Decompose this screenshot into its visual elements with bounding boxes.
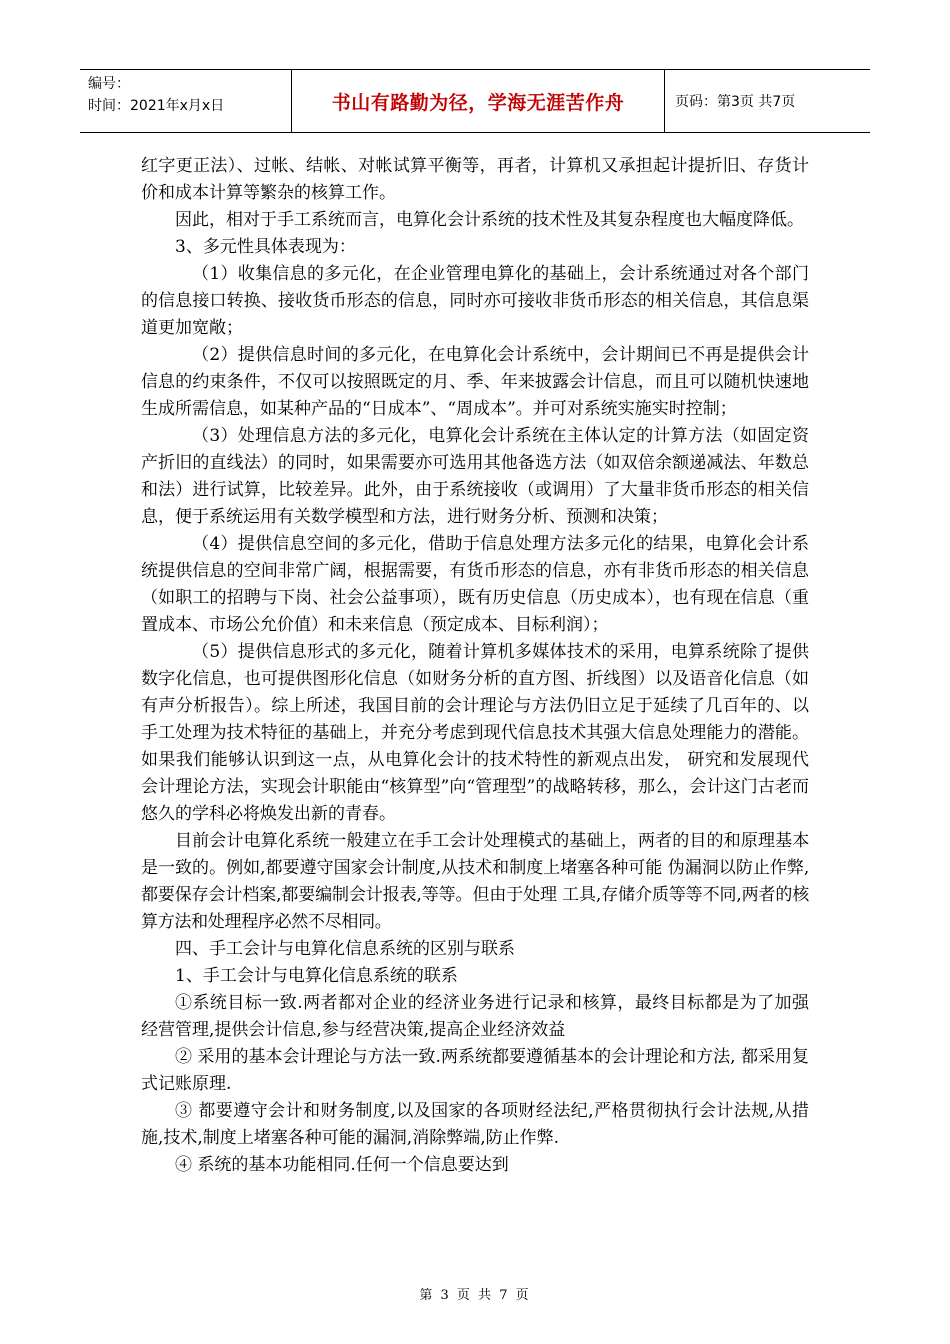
paragraph: （1）收集信息的多元化，在企业管理电算化的基础上，会计系统通过对各个部门的信息接口转换、接收货币形态的信息，同时亦可接收非货币形态的相关信息，其信息渠道更加宽敞；	[141, 264, 809, 338]
paragraph: ①系统目标一致.两者都对企业的经济业务进行记录和核算，最终目标都是为了加强经营管理,提供会计信息,参与经营决策,提高企业经济效益	[141, 993, 809, 1040]
paragraph: （5）提供信息形式的多元化，随着计算机多媒体技术的采用，电算系统除了提供数字化信息，也可提供图形化信息（如财务分析的直方图、折线图）以及语音化信息（如有声分析报告）。综上所述，我国目前的会计理论与方法仍旧立足于延续了几百年的、以手工处理为技术特征的基础上，并充分考虑到现代信息技术其强大信息处理能力的潜能。如果我们能够认识到这一点，从电算化会计的技术特性的新观点出发， 研究和发展现代会计理论方法，实现会计职能由“核算型”向“管理型”的战略转移，那么，会计这门古老而悠久的学科必将焕发出新的青春。	[141, 642, 809, 824]
paragraph: （2）提供信息时间的多元化，在电算化会计系统中，会计期间已不再是提供会计信息的约束条件，不仅可以按照既定的月、季、年来披露会计信息，而且可以随机快速地生成所需信息，如某种产品的“日成本”、“周成本”。并可对系统实施实时控制；	[141, 345, 809, 419]
paragraph: （4）提供信息空间的多元化，借助于信息处理方法多元化的结果，电算化会计系统提供信息的空间非常广阔，根据需要，有货币形态的信息，亦有非货币形态的相关信息（如职工的招聘与下岗、社会公益事项），既有历史信息（历史成本），也有现在信息（重置成本、市场公允价值）和未来信息（预定成本、目标利润）；	[141, 534, 809, 635]
paragraph: 目前会计电算化系统一般建立在手工会计处理模式的基础上，两者的目的和原理基本是一致的。例如,都要遵守国家会计制度,从技术和制度上堵塞各种可能 伪漏洞以防止作弊,都要保存会计档案,都要编制会计报表,等等。但由于处理 工具,存储介质等等不同,两者的核算方法和处理程序必然不尽相同。	[141, 831, 809, 932]
header-meta	[80, 70, 292, 132]
paragraph: ④ 系统的基本功能相同.任何一个信息要达到	[175, 1155, 509, 1175]
header-motto: 书山有路勤为径，学海无涯苦作舟	[292, 70, 665, 132]
paragraph: 四、手工会计与电算化信息系统的区别与联系	[175, 939, 515, 959]
paragraph: 3、多元性具体表现为：	[175, 237, 356, 257]
header-page-label: 页码：第3页 共7页	[675, 94, 796, 110]
paragraph: （3）处理信息方法的多元化，电算化会计系统在主体认定的计算方法（如固定资产折旧的直线法）的同时，如果需要亦可选用其他备选方法（如双倍余额递减法、年数总和法）进行试算，比较差异。此外，由于系统接收（或调用）了大量非货币形态的相关信息，便于系统运用有关数学模型和方法，进行财务分析、预测和决策；	[141, 426, 809, 527]
date-label: 时间：2021年x月x日	[88, 98, 225, 114]
page-header	[80, 69, 870, 133]
page-footer: 第 3 页 共 7 页	[419, 1288, 531, 1303]
paragraph: ③ 都要遵守会计和财务制度,以及国家的各项财经法纪,严格贯彻执行会计法规,从措施,技术,制度上堵塞各种可能的漏洞,消除弊端,防止作弊.	[141, 1101, 809, 1148]
paragraph: 因此，相对于手工系统而言，电算化会计系统的技术性及其复杂程度也大幅度降低。	[175, 210, 804, 230]
document-body	[141, 153, 809, 1179]
paragraph: 红字更正法）、过帐、结帐、对帐试算平衡等，再者，计算机又承担起计提折旧、存货计价和成本计算等繁杂的核算工作。	[141, 156, 809, 203]
doc-number-label: 编号：	[88, 76, 130, 92]
paragraph: 1、手工会计与电算化信息系统的联系	[175, 966, 458, 986]
paragraph: ② 采用的基本会计理论与方法一致.两系统都要遵循基本的会计理论和方法, 都采用复式记账原理.	[141, 1047, 809, 1094]
